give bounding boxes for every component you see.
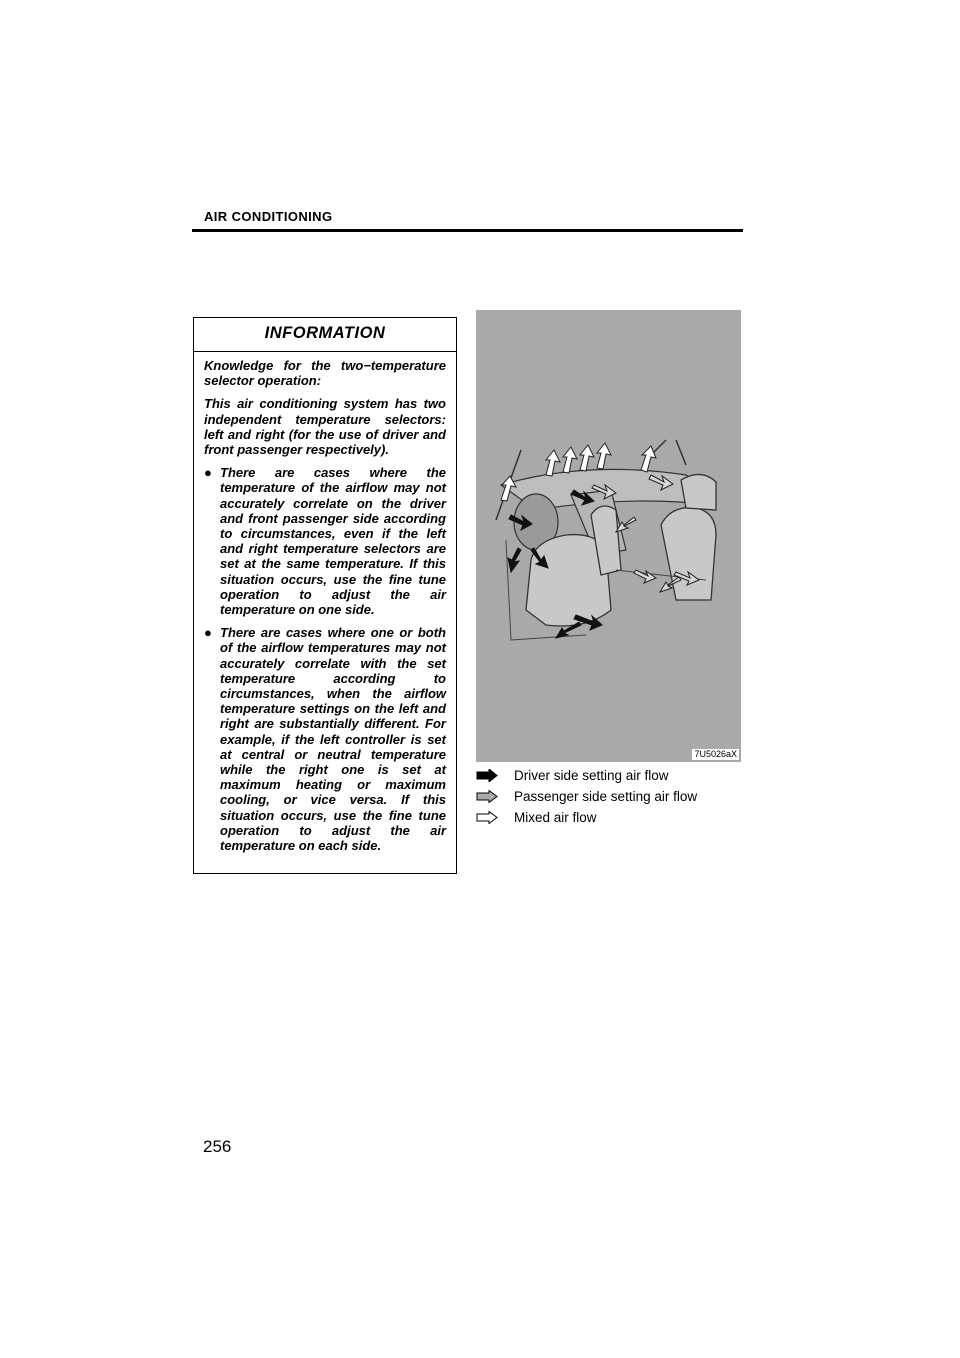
vehicle-interior-airflow-illustration [476,310,741,762]
bullet-text: There are cases where one or both of the airflow temperatures may not accurately correlate with the set temperature according to circumstances, when the airflow temperature settings on the left and right are substantially different. For example, if the left controller is set at central or neutral temperature while the right one is set at maximum heating or maximum cooling, or vice versa. If this situation occurs, use the fine tune operation to adjust the air temperature on each side. [220,625,446,854]
information-title: INFORMATION [264,324,386,342]
bullet-icon: ● [204,625,212,641]
section-header: AIR CONDITIONING [204,209,333,224]
legend-label: Driver side setting air flow [514,768,669,783]
information-title-rule [194,351,456,352]
outline-arrow-icon [476,811,498,824]
legend-item-passenger [476,788,746,809]
information-box [193,317,457,874]
figure-code: 7U5026aX [694,749,737,759]
info-bullet-item [204,465,446,617]
interior-drawing [476,310,741,762]
info-bullet-item [204,625,446,853]
black-arrow-icon [476,769,498,782]
legend-label: Mixed air flow [514,810,597,825]
gray-arrow-icon [476,790,498,803]
legend-item-driver [476,767,746,788]
info-paragraph: This air conditioning system has two independent temperature selectors: left and right (for the use of driver and front passenger respectively). [204,396,446,458]
page-number: 256 [203,1137,232,1156]
bullet-icon: ● [204,465,212,481]
header-rule [192,229,743,232]
legend-item-mixed [476,809,746,830]
bullet-text: There are cases where the temperature of the airflow may not accurately correlate on the driver and front passenger side according to circumstances, even if the left and right temperature selectors are set at the same temperature. If this situation occurs, use the fine tune operation to adjust the air temperature on one side. [220,465,446,618]
airflow-legend [476,767,746,830]
info-paragraph: Knowledge for the two−temperature selector operation: [204,358,446,389]
legend-label: Passenger side setting air flow [514,789,698,804]
